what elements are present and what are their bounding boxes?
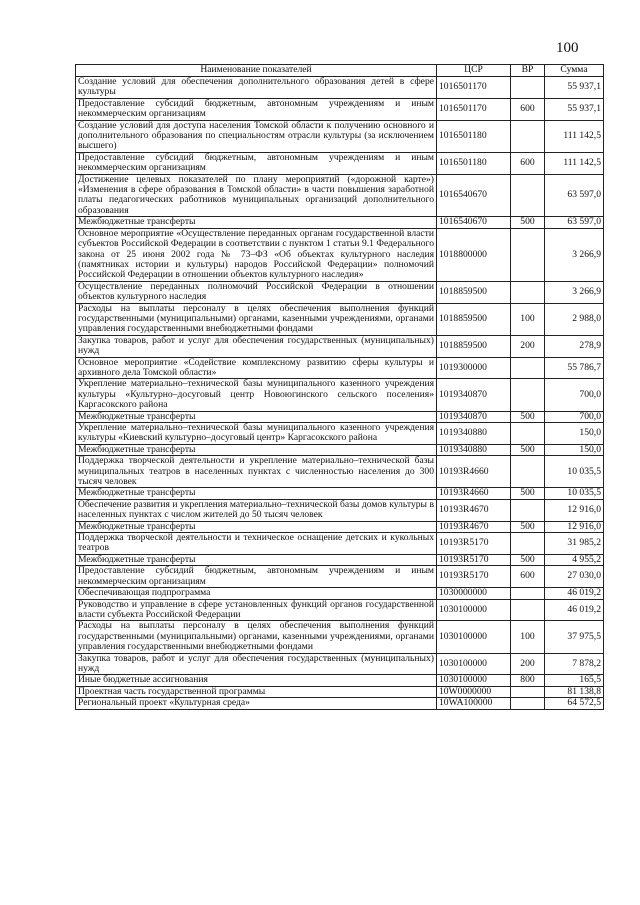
header-sum: Сумма — [545, 65, 604, 77]
cell-name: Поддержка творческой деятельности и укрепление материально–технической базы муниципальных театров в населенных пунктах с численностью населения до 300 тысяч человек — [76, 456, 437, 488]
cell-vr: 500 — [511, 488, 545, 499]
table-row — [76, 444, 604, 455]
cell-vr: 500 — [511, 521, 545, 532]
cell-vr — [511, 686, 545, 697]
cell-name: Закупка товаров, работ и услуг для обеспечения государственных (муниципальных) нужд — [76, 653, 437, 675]
cell-sum: 3 266,9 — [545, 228, 604, 281]
table-row — [76, 521, 604, 532]
cell-vr: 500 — [511, 411, 545, 422]
table-row — [76, 228, 604, 281]
cell-name: Межбюджетные трансферты — [76, 521, 437, 532]
cell-sum: 55 937,1 — [545, 77, 604, 99]
cell-sum: 64 572,5 — [545, 698, 604, 709]
table-row — [76, 653, 604, 675]
cell-vr: 800 — [511, 675, 545, 686]
cell-name: Межбюджетные трансферты — [76, 411, 437, 422]
header-vr: ВР — [511, 65, 545, 77]
table-row — [76, 588, 604, 599]
cell-name: Расходы на выплаты персоналу в целях обеспечения выполнения функций государственными (муниципальными) органами, казенными учреждениями, органами управления государственными внебюджетными фондами — [76, 303, 437, 335]
cell-csr: 10193R4670 — [437, 499, 511, 521]
cell-sum: 46 019,2 — [545, 588, 604, 599]
table-row — [76, 217, 604, 228]
cell-vr: 600 — [511, 566, 545, 588]
budget-table — [75, 64, 604, 710]
page-number: 100 — [556, 40, 579, 56]
cell-name: Обеспечение развития и укрепления материально–технической базы домов культуры в населенных пунктах с числом жителей до 50 тысяч человек — [76, 499, 437, 521]
table-row — [76, 533, 604, 555]
cell-csr: 10193R5170 — [437, 566, 511, 588]
cell-name: Предоставление субсидий бюджетным, автономным учреждениям и иным некоммерческим организациям — [76, 98, 437, 120]
cell-csr: 1018859500 — [437, 335, 511, 357]
cell-sum: 10 035,5 — [545, 456, 604, 488]
cell-csr: 1019340870 — [437, 411, 511, 422]
cell-csr: 1030100000 — [437, 675, 511, 686]
cell-vr — [511, 281, 545, 303]
table-row — [76, 120, 604, 152]
cell-vr — [511, 228, 545, 281]
cell-name: Основное мероприятие «Содействие комплексному развитию сферы культуры и архивного дела Томской области» — [76, 357, 437, 379]
cell-vr — [511, 456, 545, 488]
cell-vr — [511, 698, 545, 709]
cell-name: Укрепление материально–технической базы муниципального казенного учреждения культуры «Киевский культурно–досуговый центр» Каргасокского района — [76, 423, 437, 445]
table-row — [76, 379, 604, 411]
cell-name: Предоставление субсидий бюджетным, автономным учреждениям и иным некоммерческим организациям — [76, 566, 437, 588]
cell-sum: 27 030,0 — [545, 566, 604, 588]
cell-sum: 31 985,2 — [545, 533, 604, 555]
cell-sum: 7 878,2 — [545, 653, 604, 675]
cell-csr: 10193R5170 — [437, 554, 511, 565]
cell-name: Обеспечивающая подпрограмма — [76, 588, 437, 599]
table-row — [76, 599, 604, 621]
cell-sum: 3 266,9 — [545, 281, 604, 303]
cell-vr — [511, 77, 545, 99]
cell-csr: 10193R5170 — [437, 533, 511, 555]
cell-sum: 10 035,5 — [545, 488, 604, 499]
cell-name: Межбюджетные трансферты — [76, 444, 437, 455]
cell-name: Достижение целевых показателей по плану мероприятий («дорожной карте») «Изменения в сфере образования в Томской области» в части повышения заработной платы педагогических работников муниципальных организаций дополнительного образования — [76, 174, 437, 217]
cell-sum: 12 916,0 — [545, 521, 604, 532]
table-row — [76, 281, 604, 303]
cell-vr — [511, 599, 545, 621]
cell-sum: 165,5 — [545, 675, 604, 686]
cell-sum: 63 597,0 — [545, 174, 604, 217]
cell-csr: 1030100000 — [437, 621, 511, 653]
cell-csr: 10W0000000 — [437, 686, 511, 697]
cell-vr: 500 — [511, 554, 545, 565]
cell-vr: 100 — [511, 621, 545, 653]
cell-vr — [511, 499, 545, 521]
cell-vr: 600 — [511, 152, 545, 174]
table-row — [76, 303, 604, 335]
cell-sum: 2 988,0 — [545, 303, 604, 335]
cell-name: Создание условий для обеспечения дополнительного образования детей в сфере культуры — [76, 77, 437, 99]
cell-csr: 1030000000 — [437, 588, 511, 599]
cell-csr: 1018800000 — [437, 228, 511, 281]
cell-sum: 81 138,8 — [545, 686, 604, 697]
cell-sum: 55 937,1 — [545, 98, 604, 120]
table-row — [76, 174, 604, 217]
cell-csr: 1019340880 — [437, 444, 511, 455]
cell-csr: 1016501170 — [437, 77, 511, 99]
cell-csr: 1030100000 — [437, 599, 511, 621]
cell-name: Иные бюджетные ассигнования — [76, 675, 437, 686]
table-row — [76, 423, 604, 445]
cell-sum: 55 786,7 — [545, 357, 604, 379]
cell-csr: 10WA100000 — [437, 698, 511, 709]
cell-sum: 111 142,5 — [545, 120, 604, 152]
cell-sum: 700,0 — [545, 411, 604, 422]
cell-sum: 37 975,5 — [545, 621, 604, 653]
cell-sum: 150,0 — [545, 444, 604, 455]
cell-name: Межбюджетные трансферты — [76, 217, 437, 228]
cell-vr — [511, 357, 545, 379]
cell-csr: 1016501170 — [437, 98, 511, 120]
cell-name: Руководство и управление в сфере установленных функций органов государственной власти субъекта Российской Федерации — [76, 599, 437, 621]
cell-csr: 1016501180 — [437, 120, 511, 152]
cell-vr: 500 — [511, 217, 545, 228]
cell-vr: 600 — [511, 98, 545, 120]
cell-sum: 278,9 — [545, 335, 604, 357]
cell-vr — [511, 423, 545, 445]
cell-sum: 12 916,0 — [545, 499, 604, 521]
table-row — [76, 357, 604, 379]
cell-csr: 1018859500 — [437, 281, 511, 303]
table-row — [76, 675, 604, 686]
cell-name: Осуществление переданных полномочий Российской Федерации в отношении объектов культурного наследия — [76, 281, 437, 303]
cell-vr: 200 — [511, 653, 545, 675]
header-name: Наименование показателей — [76, 65, 437, 77]
cell-vr: 200 — [511, 335, 545, 357]
cell-csr: 10193R4670 — [437, 521, 511, 532]
table-row — [76, 411, 604, 422]
table-row — [76, 456, 604, 488]
table-row — [76, 621, 604, 653]
cell-csr: 1016540670 — [437, 174, 511, 217]
cell-sum: 150,0 — [545, 423, 604, 445]
cell-vr — [511, 533, 545, 555]
table-row — [76, 488, 604, 499]
cell-name: Закупка товаров, работ и услуг для обеспечения государственных (муниципальных) нужд — [76, 335, 437, 357]
cell-vr — [511, 174, 545, 217]
cell-name: Предоставление субсидий бюджетным, автономным учреждениям и иным некоммерческим организациям — [76, 152, 437, 174]
table-row — [76, 152, 604, 174]
cell-name: Межбюджетные трансферты — [76, 488, 437, 499]
cell-csr: 10193R4660 — [437, 456, 511, 488]
cell-csr: 1019340880 — [437, 423, 511, 445]
table-row — [76, 499, 604, 521]
cell-sum: 46 019,2 — [545, 599, 604, 621]
table-row — [76, 77, 604, 99]
cell-sum: 63 597,0 — [545, 217, 604, 228]
cell-csr: 1016501180 — [437, 152, 511, 174]
cell-vr — [511, 588, 545, 599]
cell-name: Расходы на выплаты персоналу в целях обеспечения выполнения функций государственными (муниципальными) органами, казенными учреждениями, органами управления государственными внебюджетными фондами — [76, 621, 437, 653]
cell-name: Региональный проект «Культурная среда» — [76, 698, 437, 709]
cell-vr: 500 — [511, 444, 545, 455]
table-header-row — [76, 65, 604, 77]
cell-name: Создание условий для доступа населения Томской области к получению основного и дополнительного образования по специальностям отрасли культуры (за исключением высшего) — [76, 120, 437, 152]
cell-name: Межбюджетные трансферты — [76, 554, 437, 565]
cell-csr: 1019300000 — [437, 357, 511, 379]
header-csr: ЦСР — [437, 65, 511, 77]
cell-vr: 100 — [511, 303, 545, 335]
table-row — [76, 698, 604, 709]
cell-csr: 1030100000 — [437, 653, 511, 675]
cell-csr: 1018859500 — [437, 303, 511, 335]
cell-name: Проектная часть государственной программы — [76, 686, 437, 697]
cell-name: Укрепление материально–технической базы муниципального казенного учреждения культуры «Культурно–досуговый центр Новоюгинского сельского поселения» Каргасокского района — [76, 379, 437, 411]
table-row — [76, 98, 604, 120]
cell-name: Основное мероприятие «Осуществление переданных органам государственной власти субъектов Российской Федерации в соответствии с пунктом 1 статьи 9.1 Федерального закона от 25 июня 2002 года № 73–ФЗ «Об объектах культурного наследия (памятниках истории и культуры) народов Российской Федерации» полномочий Российской Федерации в отношении объектов культурного наследия» — [76, 228, 437, 281]
table-row — [76, 335, 604, 357]
cell-csr: 1019340870 — [437, 379, 511, 411]
cell-sum: 4 955,2 — [545, 554, 604, 565]
cell-sum: 700,0 — [545, 379, 604, 411]
table-row — [76, 686, 604, 697]
cell-name: Поддержка творческой деятельности и техническое оснащение детских и кукольных театров — [76, 533, 437, 555]
cell-csr: 1016540670 — [437, 217, 511, 228]
cell-vr — [511, 120, 545, 152]
table-row — [76, 554, 604, 565]
table-row — [76, 566, 604, 588]
cell-csr: 10193R4660 — [437, 488, 511, 499]
cell-sum: 111 142,5 — [545, 152, 604, 174]
cell-vr — [511, 379, 545, 411]
